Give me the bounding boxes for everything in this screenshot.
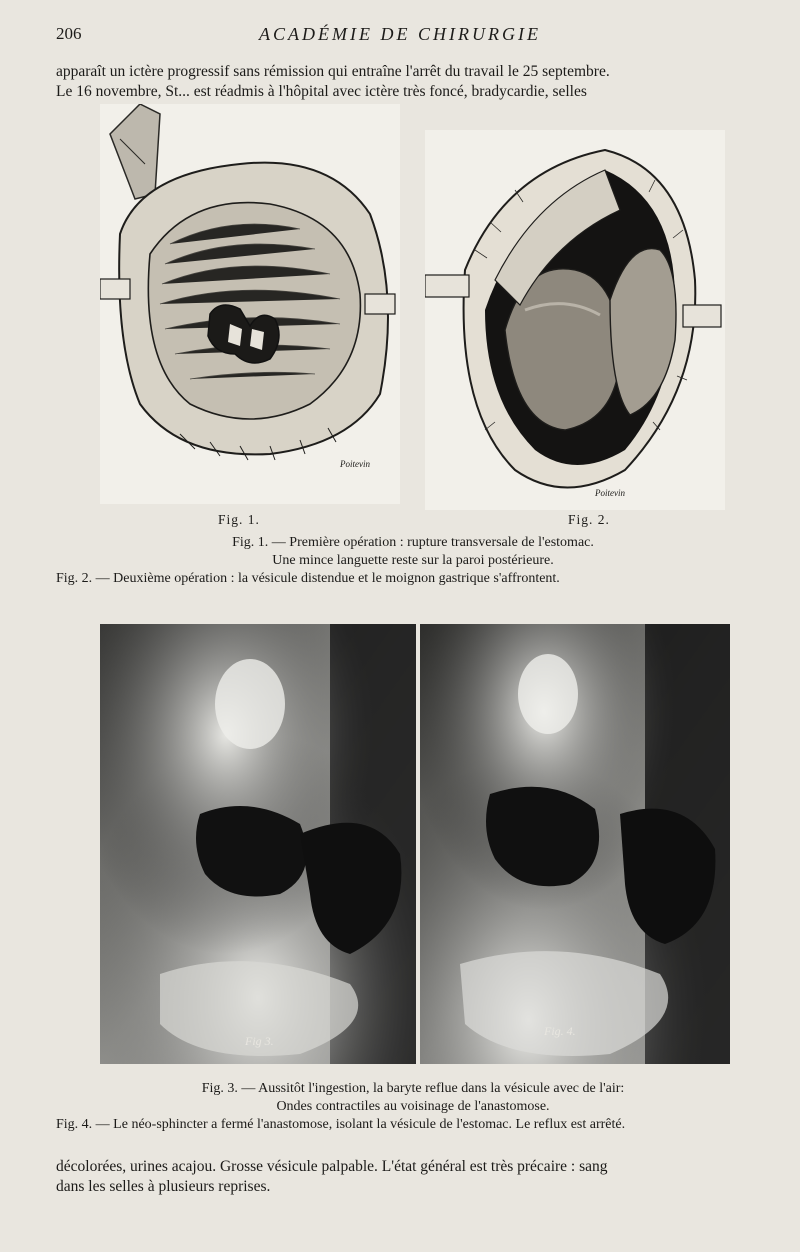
caption-line: Une mince languette reste sur la paroi postérieure. [272,553,554,568]
caption-fig-1-2 [56,534,770,588]
body-line: dans les selles à plusieurs reprises. [56,1178,271,1195]
caption-line: Fig. 1. — Première opération : rupture transversale de l'estomac. [232,535,594,550]
figure-1-label: Fig. 1. [218,512,260,527]
figure-4-radiograph [420,624,730,1064]
body-line: apparaît un ictère progressif sans rémission qui entraîne l'arrêt du travail le 25 septembre. [56,63,610,80]
body-text-top [56,62,764,102]
running-title: ACADÉMIE DE CHIRURGIE [259,24,541,44]
figure-4-xray [420,624,730,1064]
figure-4-label: Fig. 4. [544,1024,576,1038]
body-text-bottom [56,1157,764,1197]
page-header [56,24,744,46]
body-line: décolorées, urines acajou. Grosse vésicule palpable. L'état général est très précaire : sang [56,1158,608,1175]
body-line: Le 16 novembre, St... est réadmis à l'hôpital avec ictère très foncé, bradycardie, selles [56,83,587,100]
caption-line: Fig. 4. — Le néo-sphincter a fermé l'anastomose, isolant la vésicule de l'estomac. Le reflux est arrêté. [56,1117,626,1132]
figure-2-drawing [425,130,725,510]
figure-3-radiograph [100,624,416,1064]
figure-2-signature: Poitevin [595,488,625,498]
figure-1-illustration [100,104,400,504]
caption-line: Fig. 2. — Deuxième opération : la vésicule distendue et le moignon gastrique s'affrontent. [56,571,560,586]
page-number: 206 [56,24,82,43]
figure-3-label: Fig 3. [245,1034,274,1048]
caption-fig-3-4 [56,1080,770,1134]
caption-line: Fig. 3. — Aussitôt l'ingestion, la baryte reflue dans la vésicule avec de l'air: [201,1081,625,1096]
figure-1-signature: Poitevin [340,459,370,469]
caption-line: Ondes contractiles au voisinage de l'anastomose. [276,1099,550,1114]
figure-2-illustration [425,130,725,510]
figure-1-drawing [100,104,400,504]
figure-2-label: Fig. 2. [568,512,610,527]
figure-3-xray [100,624,416,1064]
